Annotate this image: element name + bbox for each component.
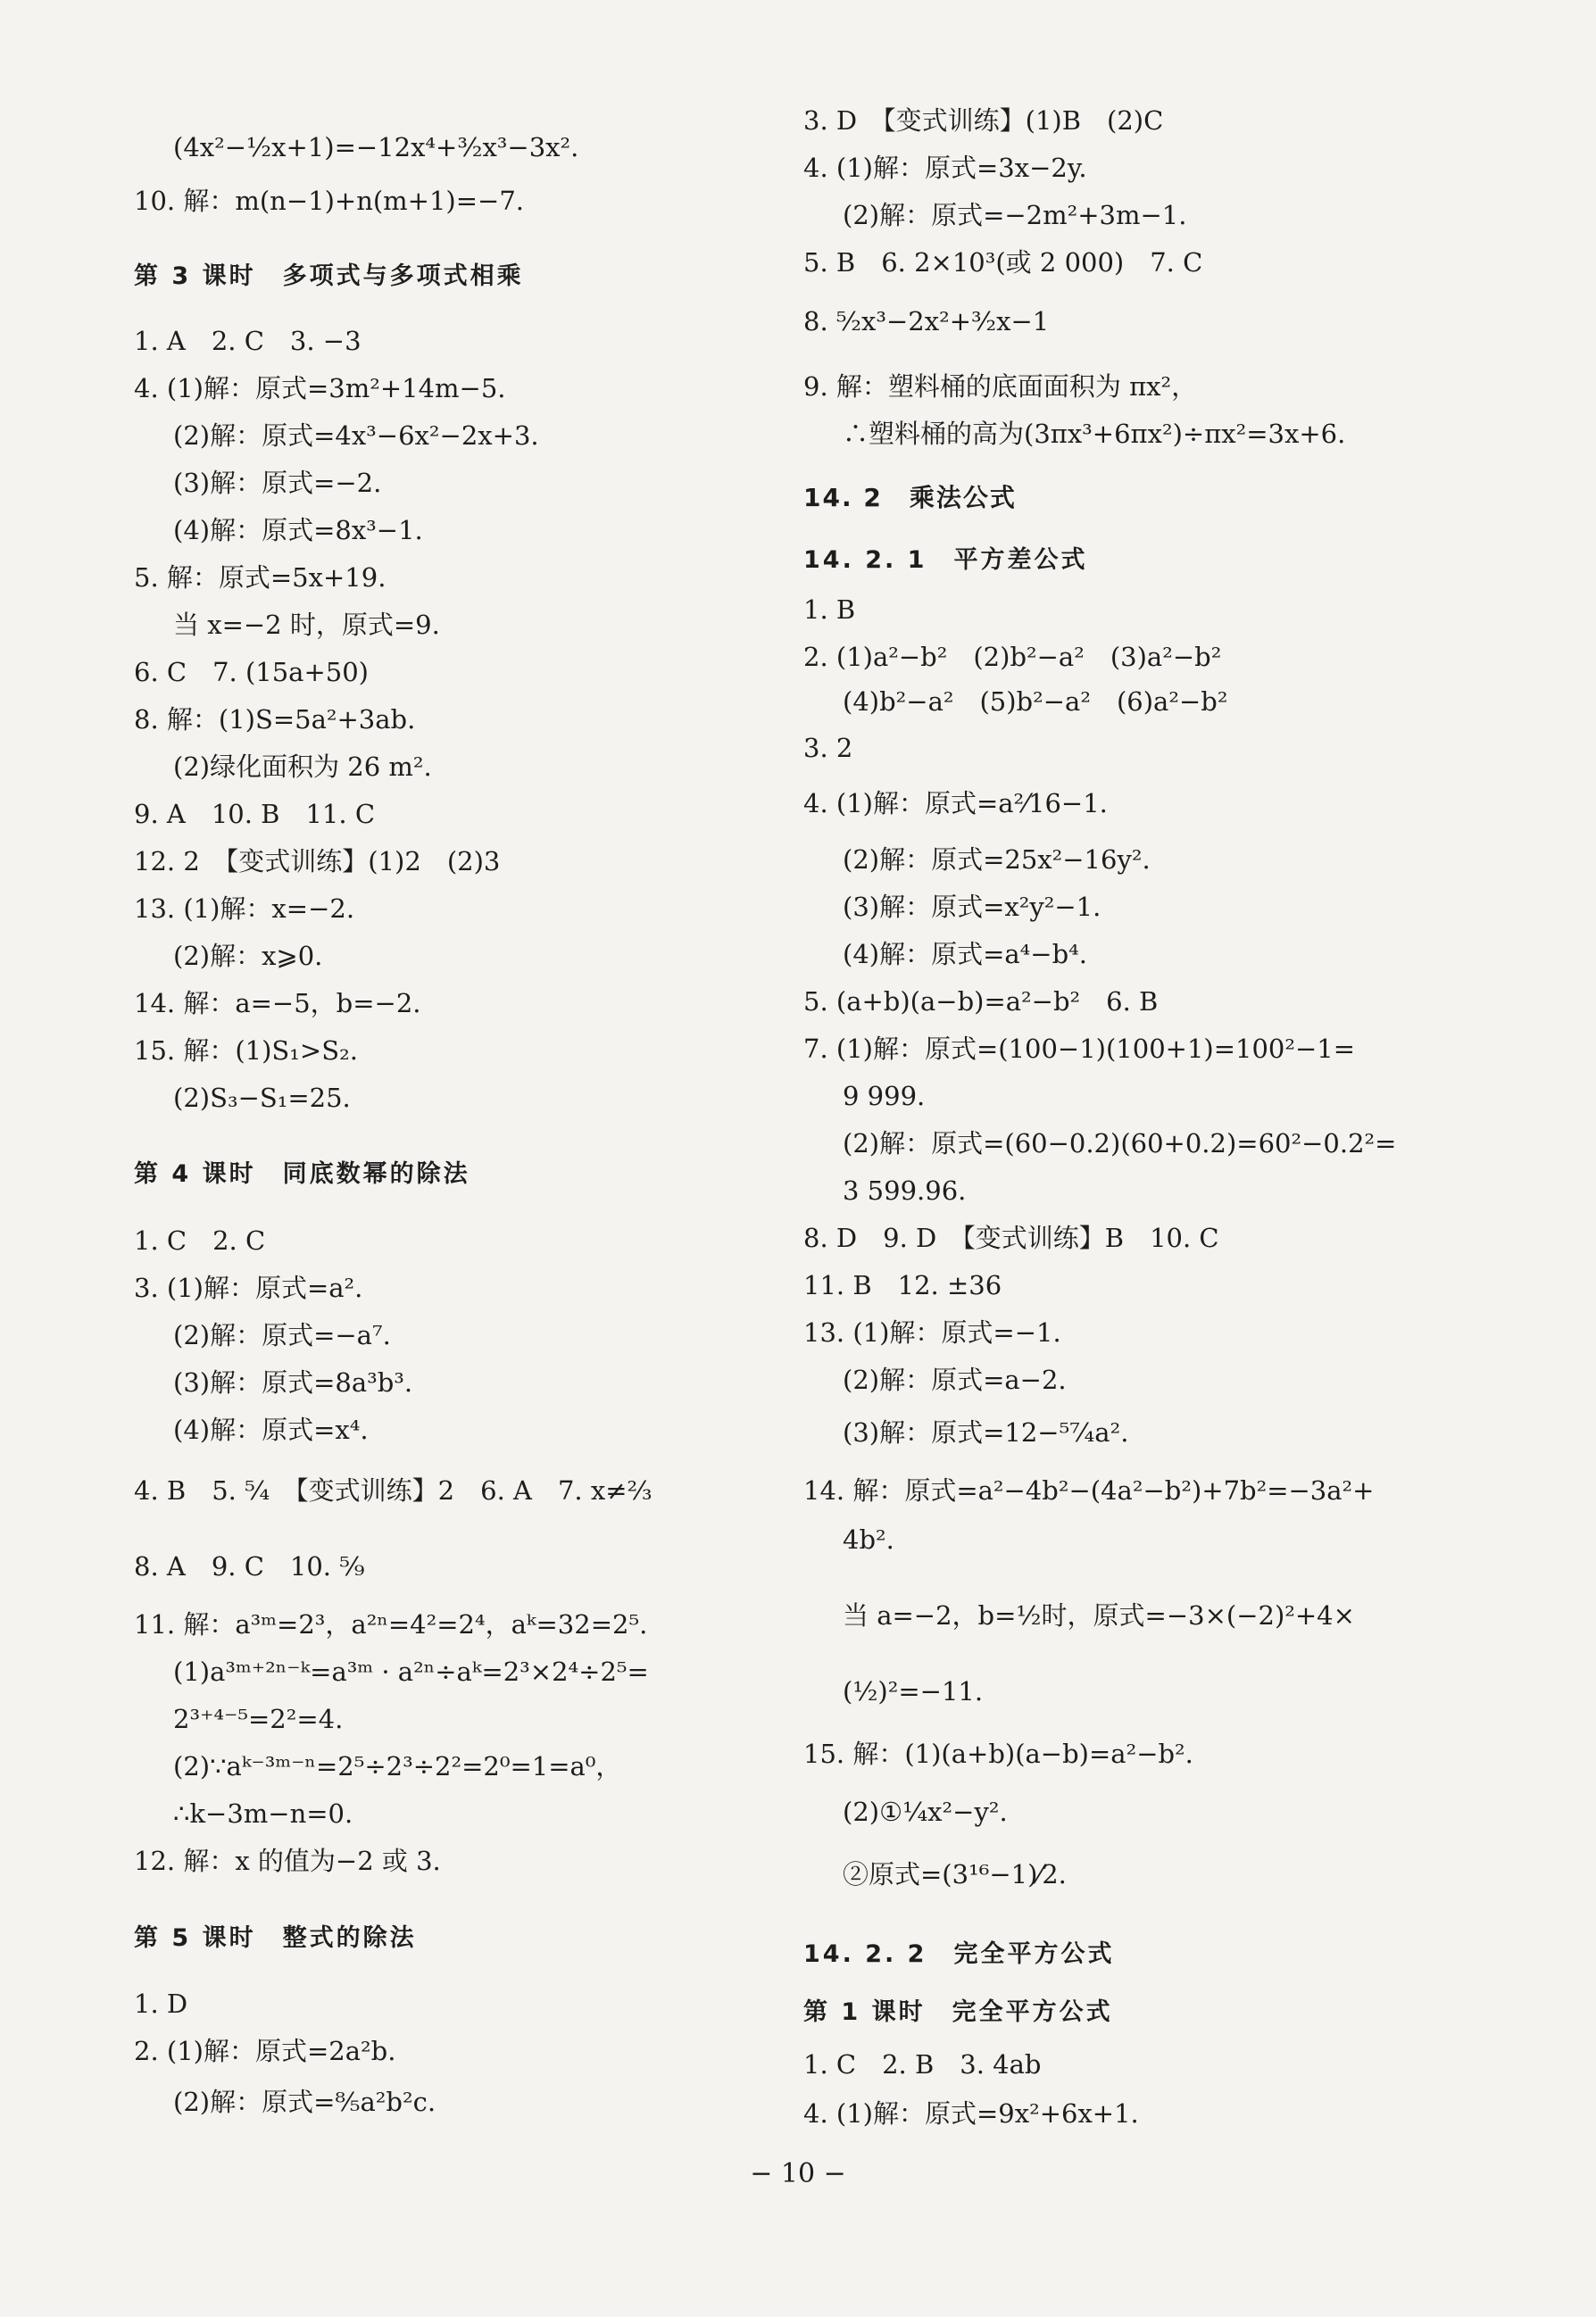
answer-line: 4b². — [843, 1524, 894, 1555]
answer-line: 1. C 2. B 3. 4ab — [803, 2049, 1042, 2080]
answer-line: (4x²−½x+1)=−12x⁴+³⁄₂x³−3x². — [173, 132, 579, 162]
answer-line: 8. D 9. D 【变式训练】B 10. C — [803, 1223, 1219, 1253]
answer-line: 2. (1)a²−b² (2)b²−a² (3)a²−b² — [803, 642, 1222, 672]
answer-line: (2)S₃−S₁=25. — [173, 1083, 351, 1113]
answer-line: 11. 解：a³ᵐ=2³，a²ⁿ=4²=2⁴，aᵏ=32=2⁵. — [134, 1609, 648, 1640]
answer-line: (4)解：原式=a⁴−b⁴. — [843, 939, 1087, 969]
answer-line: 15. 解：(1)(a+b)(a−b)=a²−b². — [803, 1739, 1193, 1769]
answer-line: (2)解：原式=−2m²+3m−1. — [843, 200, 1187, 230]
answer-line: 2. (1)解：原式=2a²b. — [134, 2036, 396, 2066]
answer-line: 12. 2 【变式训练】(1)2 (2)3 — [134, 846, 501, 876]
answer-line: (2)解：原式=(60−0.2)(60+0.2)=60²−0.2²= — [843, 1128, 1397, 1158]
answer-line: 14. 解：a=−5，b=−2. — [134, 988, 421, 1018]
answer-line: (3)解：原式=−2. — [173, 468, 382, 498]
answer-line: (2)∵aᵏ⁻³ᵐ⁻ⁿ=2⁵÷2³÷2²=2⁰=1=a⁰， — [173, 1751, 622, 1781]
answer-line: 7. (1)解：原式=(100−1)(100+1)=100²−1= — [803, 1034, 1356, 1064]
answer-line: (2)①¼x²−y². — [843, 1797, 1008, 1827]
answer-line: 4. (1)解：原式=3x−2y. — [803, 153, 1087, 183]
answer-line: (3)解：原式=12−⁵⁷⁄₄a². — [843, 1417, 1129, 1448]
answer-line: 12. 解：x 的值为−2 或 3. — [134, 1846, 441, 1876]
answer-line: 4. B 5. ⁵⁄₄ 【变式训练】2 6. A 7. x≠²⁄₃ — [134, 1475, 653, 1506]
answer-line: (3)解：原式=x²y²−1. — [843, 892, 1101, 922]
answer-line: ∴塑料桶的高为(3πx³+6πx²)÷πx²=3x+6. — [843, 419, 1346, 449]
answer-line: (2)解：原式=25x²−16y². — [843, 844, 1151, 875]
answer-line: 13. (1)解：x=−2. — [134, 893, 355, 924]
answer-line: (1)a³ᵐ⁺²ⁿ⁻ᵏ=a³ᵐ · a²ⁿ÷aᵏ=2³×2⁴÷2⁵= — [173, 1657, 649, 1687]
answer-line: (2)解：原式=4x³−6x²−2x+3. — [173, 420, 539, 451]
answer-line: 当 x=−2 时，原式=9. — [173, 610, 440, 640]
answer-line: 4. (1)解：原式=3m²+14m−5. — [134, 373, 506, 403]
answer-line: 15. 解：(1)S₁>S₂. — [134, 1035, 358, 1066]
answer-line: 3. (1)解：原式=a². — [134, 1273, 363, 1303]
answer-line: 3. D 【变式训练】(1)B (2)C — [803, 105, 1164, 136]
answer-line: (2)绿化面积为 26 m². — [173, 752, 432, 782]
answer-line: 3 599.96. — [843, 1175, 967, 1206]
section-heading: 14. 2. 1 平方差公式 — [803, 546, 1088, 574]
answer-line: 8. 解：(1)S=5a²+3ab. — [134, 704, 416, 735]
answer-line: 13. (1)解：原式=−1. — [803, 1317, 1061, 1348]
answer-line: 1. D — [134, 1989, 188, 2019]
answer-line: 5. (a+b)(a−b)=a²−b² 6. B — [803, 986, 1159, 1017]
answer-line: 9. A 10. B 11. C — [134, 799, 376, 829]
page-number: − 10 − — [750, 2158, 846, 2189]
answer-line: (2)解：x⩾0. — [173, 941, 323, 971]
answer-line: 5. 解：原式=5x+19. — [134, 562, 387, 593]
answer-line: 8. A 9. C 10. ⁵⁄₉ — [134, 1551, 365, 1582]
answer-line: (2)解：原式=−a⁷. — [173, 1320, 391, 1350]
answer-line: (2)解：原式=⁸⁄₅a²b²c. — [173, 2087, 436, 2117]
answer-line: 11. B 12. ±36 — [803, 1270, 1002, 1300]
answer-line: (4)解：原式=8x³−1. — [173, 515, 423, 545]
answer-line: 9. 解：塑料桶的底面面积为 πx²， — [803, 371, 1198, 402]
section-heading: 14. 2 乘法公式 — [803, 483, 1017, 512]
answer-line: (4)b²−a² (5)b²−a² (6)a²−b² — [843, 686, 1228, 717]
answer-line: 当 a=−2，b=½时，原式=−3×(−2)²+4× — [843, 1600, 1355, 1631]
section-heading: 14. 2. 2 完全平方公式 — [803, 1940, 1115, 1968]
section-heading: 第 4 课时 同底数幂的除法 — [134, 1160, 470, 1188]
answer-line: 4. (1)解：原式=9x²+6x+1. — [803, 2098, 1139, 2129]
answer-line: (½)²=−11. — [843, 1676, 984, 1707]
answer-line: 1. A 2. C 3. −3 — [134, 326, 362, 356]
section-heading: 第 1 课时 完全平方公式 — [803, 1998, 1113, 2026]
answer-line: 10. 解：m(n−1)+n(m+1)=−7. — [134, 186, 525, 216]
section-heading: 第 5 课时 整式的除法 — [134, 1924, 417, 1952]
answer-line: 4. (1)解：原式=a²⁄16−1. — [803, 788, 1108, 818]
answer-line: 14. 解：原式=a²−4b²−(4a²−b²)+7b²=−3a²+ — [803, 1475, 1375, 1506]
answer-line: (2)解：原式=a−2. — [843, 1365, 1067, 1395]
answer-line: (3)解：原式=8a³b³. — [173, 1367, 413, 1398]
answer-line: 6. C 7. (15a+50) — [134, 657, 369, 687]
answer-line: 3. 2 — [803, 733, 853, 763]
answer-line: 2³⁺⁴⁻⁵=2²=4. — [173, 1704, 344, 1734]
answer-line: 1. B — [803, 594, 856, 625]
answer-line: 8. ⁵⁄₂x³−2x²+³⁄₂x−1 — [803, 306, 1050, 336]
answer-line: 9 999. — [843, 1081, 926, 1111]
section-heading: 第 3 课时 多项式与多项式相乘 — [134, 262, 524, 290]
answer-line: ②原式=(3¹⁶−1)⁄2. — [843, 1859, 1067, 1889]
answer-line: 1. C 2. C — [134, 1225, 266, 1256]
answer-line: (4)解：原式=x⁴. — [173, 1415, 369, 1445]
answer-line: 5. B 6. 2×10³(或 2 000) 7. C — [803, 247, 1203, 278]
answer-line: ∴k−3m−n=0. — [173, 1798, 353, 1829]
